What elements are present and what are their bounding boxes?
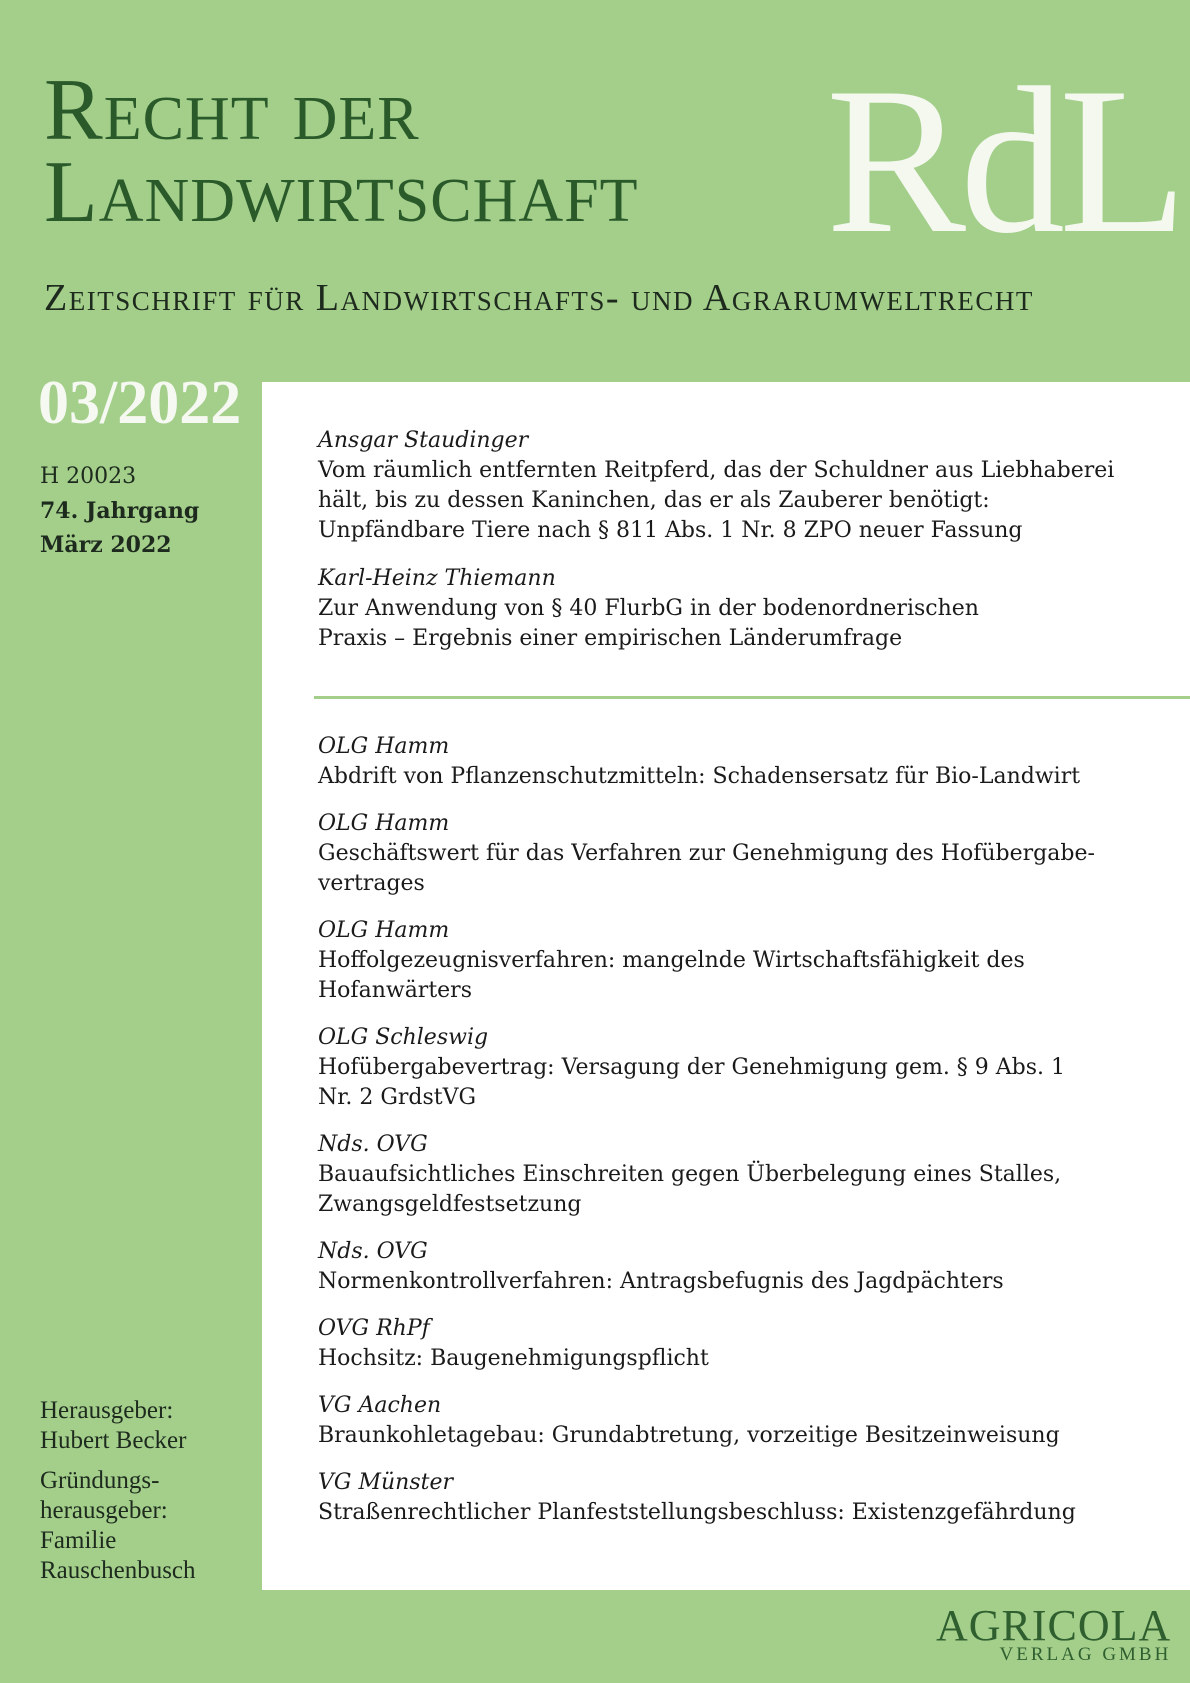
- decision-court: OLG Hamm: [318, 918, 450, 943]
- decision-title-line: Zwangsgeldfestsetzung: [318, 1192, 582, 1217]
- decision-title-line: vertrages: [318, 871, 425, 896]
- decision-court: Nds. OVG: [318, 1132, 428, 1157]
- section-divider: [314, 696, 1190, 699]
- decision-entry: [318, 1314, 1158, 1374]
- decision-title-line: Hoffolgezeugnisverfahren: mangelnde Wirtschaftsfähigkeit des: [318, 948, 1025, 973]
- decision-entry: [318, 1237, 1158, 1297]
- decision-title-line: Normenkontrollverfahren: Antragsbefugnis des Jagdpächters: [318, 1269, 1004, 1294]
- decision-title-line: Geschäftswert für das Verfahren zur Genehmigung des Hofübergabe-: [318, 841, 1095, 866]
- decision-court: OLG Hamm: [318, 734, 450, 759]
- decision-title-line: Bauaufsichtliches Einschreiten gegen Überbelegung eines Stalles,: [318, 1162, 1062, 1187]
- publisher-sub: VERLAG GMBH: [999, 1644, 1172, 1665]
- decision-entry: [318, 732, 1158, 792]
- decision-title-line: Hochsitz: Baugenehmigungspflicht: [318, 1346, 709, 1371]
- article-entry: [318, 426, 1158, 546]
- decision-court: VG Münster: [318, 1470, 453, 1495]
- founder-name-2: Rauschenbusch: [40, 1557, 196, 1584]
- contents-panel: [262, 382, 1190, 1590]
- founder-name-1: Familie: [40, 1527, 117, 1554]
- founder-label-1: Gründungs-: [40, 1467, 160, 1494]
- decision-court: VG Aachen: [318, 1393, 442, 1418]
- decision-entry: [318, 1023, 1158, 1113]
- editors-block: [40, 1396, 196, 1586]
- issue-meta: [40, 460, 199, 562]
- decision-entry: [318, 1468, 1158, 1528]
- issue-date: März 2022: [40, 532, 172, 558]
- article-title-line: Unpfändbare Tiere nach § 811 Abs. 1 Nr. 8 ZPO neuer Fassung: [318, 518, 1023, 543]
- decision-title-line: Hofübergabevertrag: Versagung der Genehmigung gem. § 9 Abs. 1: [318, 1055, 1066, 1080]
- editor-name: Hubert Becker: [40, 1427, 187, 1454]
- decision-title-line: Abdrift von Pflanzenschutzmitteln: Schadensersatz für Bio-Landwirt: [318, 764, 1081, 789]
- journal-title-line-1: Recht der: [44, 62, 420, 159]
- article-title-line: Vom räumlich entfernten Reitpferd, das der Schuldner aus Liebhaberei: [318, 458, 1115, 483]
- article-title-line: Zur Anwendung von § 40 FlurbG in der bodenordnerischen: [318, 596, 979, 621]
- decision-title-line: Nr. 2 GrdstVG: [318, 1085, 477, 1110]
- decision-entry: [318, 1391, 1158, 1451]
- decision-title-line: Hofanwärters: [318, 978, 472, 1003]
- decision-entry: [318, 809, 1158, 899]
- decisions-list: [318, 732, 1158, 1545]
- issue-number: 03/2022: [38, 369, 242, 437]
- decision-entry: [318, 1130, 1158, 1220]
- article-entry: [318, 564, 1158, 654]
- issue-volume: 74. Jahrgang: [40, 498, 200, 524]
- decision-court: Nds. OVG: [318, 1239, 428, 1264]
- publisher-name: AGRICOLA: [936, 1601, 1172, 1650]
- journal-title: [44, 62, 639, 241]
- rdl-logo: RdL: [826, 45, 1182, 277]
- article-title-line: Praxis – Ergebnis einer empirischen Länderumfrage: [318, 626, 903, 651]
- decision-court: OVG RhPf: [318, 1316, 430, 1341]
- article-author: Ansgar Staudinger: [318, 428, 529, 453]
- decision-title-line: Braunkohletagebau: Grundabtretung, vorzeitige Besitzeinweisung: [318, 1423, 1060, 1448]
- article-title-line: hält, bis zu dessen Kaninchen, das er als Zauberer benötigt:: [318, 488, 990, 513]
- journal-subtitle: Zeitschrift für Landwirtschafts- und Agrarumweltrecht: [44, 277, 1034, 319]
- publisher-logo: [936, 1601, 1172, 1665]
- founder-label-2: herausgeber:: [40, 1497, 168, 1524]
- decision-entry: [318, 916, 1158, 1006]
- journal-title-line-2: Landwirtschaft: [44, 144, 639, 241]
- article-author: Karl-Heinz Thiemann: [318, 566, 556, 591]
- editor-label: Herausgeber:: [40, 1397, 174, 1424]
- decision-court: OLG Hamm: [318, 811, 450, 836]
- articles-list: [318, 426, 1158, 672]
- decision-court: OLG Schleswig: [318, 1025, 489, 1050]
- decision-title-line: Straßenrechtlicher Planfeststellungsbeschluss: Existenzgefährdung: [318, 1500, 1076, 1525]
- issue-code: H 20023: [40, 464, 137, 489]
